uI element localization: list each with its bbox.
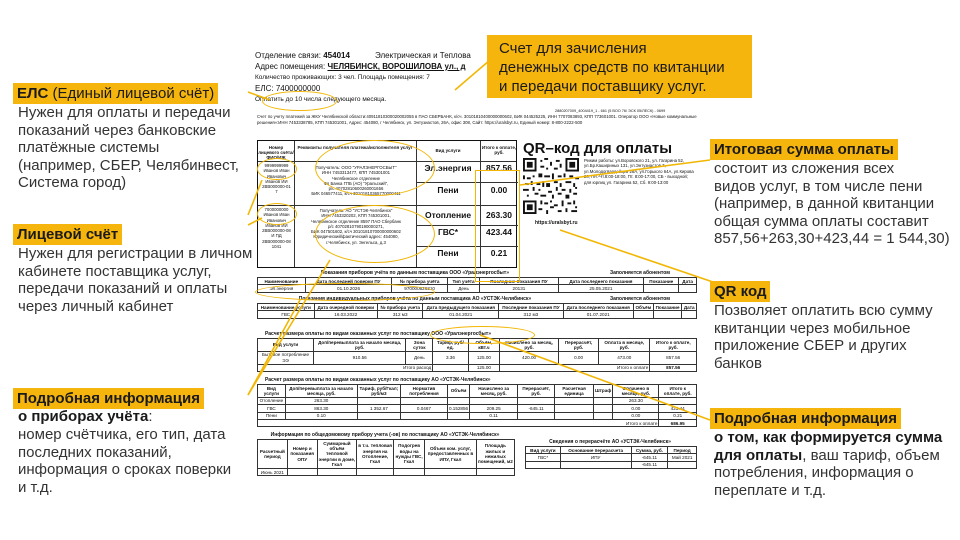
service-electricity: Эл.энергия	[424, 163, 472, 173]
office-hours: Режим работы: ул.Воровского 21, ул. Гагарина 52, ул.Бр.Кашириных 131, ул.Энтузиастов 7, ул.Молодогвардейцев 28А, ул.Горького 64А, ул.Кирова 20, Пн.-Чт.8:00-18:00, Пт. 8:00-17:00, СБ - выходной; для юрлиц ул. Гагарина 52, Сб. 9:00-13:00	[584, 158, 694, 185]
table-row: Июнь 2021	[258, 469, 515, 476]
meters-callout-text: номер счётчика, его тип, дата последних показаний, информация о сроках поверки и т.д.	[18, 426, 232, 496]
els-callout-text: Нужен для оплаты и передачи показаний через банковские платёжные системы (например, СБЕР, Челябинвест, Система город)	[18, 104, 239, 191]
total-callout-text: состоит из сложения всех видов услуг, в том числе пени (например, в данной квитанции общая сумма оплаты составит 857,56+263,30+423,44 = 1 544,30)	[714, 160, 950, 247]
els-highlight	[262, 91, 337, 111]
table-row: Пени 0.10 0.11 0.00 0.21	[258, 412, 697, 419]
calc-callout-text: о том, как формируется сумма для оплаты, ваш тариф, объем потребления, информация о переплате и т.д.	[714, 429, 943, 499]
account-number-2: 7000000000 Иванов Иван Иванович Иванов ИИ 2ВВ000000-08 И ПД 2ВВ000000-08 1041	[262, 207, 291, 250]
calc-callout-title: Подробная информация	[710, 408, 901, 429]
table-row: Отопление 263.30 263.30	[258, 397, 697, 404]
recipient-2: Получатель: АО "УСТЭК-Челябинск" ИНН 7453320202, КПП 745301001, Челябинское отделение 8597 ПАО Сбербанк р/с 40702810790190000271, БИК 047501602, к/сч 30101810700000000602 Юридический/фактический адрес: 454080, г.Челябинск, ул. Энгельса, д.3	[311, 208, 401, 245]
meters-table-1-caption: Показания приборов учёта по данным поставщика ООО «Уралэнергосбыт»	[320, 270, 510, 276]
meters-highlight	[255, 283, 435, 301]
sum-penalty-2: 0.21	[490, 248, 508, 258]
recalc-caption: Сведения о перерасчёте АО «УСТЭК-Челябинск»	[549, 439, 671, 445]
sum-electricity: 857.56	[486, 163, 512, 173]
meters-callout-sub: о приборах учёта:	[18, 408, 153, 425]
meters-callout-title: Подробная информация	[13, 388, 204, 409]
meters-table-2-subscriber: Заполняется абонентом	[610, 296, 670, 302]
table-row: ГВС 16.03.2022 312 м3 01.04.2021 312 м3 01.07.2021	[258, 311, 697, 318]
header-service: Вид услуги	[435, 148, 461, 153]
table-row: Итого расход 125.00 Итого к оплате 857.56	[258, 364, 697, 371]
common-meter-caption: Информация по общедомовому прибору учета (-ов) по поставщику АО «УСТЭК-Челябинск»	[270, 432, 500, 438]
table-row: Итого к оплате 686.95	[258, 420, 697, 427]
total-callout-title: Итоговая сумма оплаты	[710, 139, 898, 160]
residents-line: Количество проживающих: 3 чел. Площадь помещения: 7	[255, 74, 430, 81]
header-total: Итого к оплате, руб.	[481, 145, 517, 155]
post-office-line: Отделение связи: 454014 Электрическая и Теплова	[255, 51, 471, 60]
service-hot-water: ГВС*	[437, 227, 459, 237]
bank-account-line: Счет по учету платежей за ЖКУ Челябинской области:40911810300020002055 в ПАО СБЕРБАНК, к/сч. 30101810400000000602, БИК 044525225, ИНН 7707083893, КПП 773601001. Оператор ООО «Новые коммунальные решения»:ИНН 7453338785, КПП 745301001, Адрес: 454080, г Челябинск, ул. Энтузиастов, 26А, офис 308, Сайт: https://uralsbyt.ru, Единый номер: 8-800-2222-500	[257, 114, 697, 125]
account-1-highlight	[257, 158, 297, 180]
table-row: -645.11	[526, 461, 697, 468]
calc-table-2: Вид услуги Доп/перевыплата за начало месяца, руб. Тариф, руб/Гкал; руб/м3 Норматив потребления Объём Начислено за месяц, руб. Перерасчёт, руб. Расчетная единица Штраф Оплачено в месяце, руб. Итого к оплате, руб. Отопление 263.30 263.30 ГВС 863.30 1 352.67 0.0467 0.152856 209.25 -645.11 0.00 423.44 Пени 0.10 0.11 0.00 0.21 Итого к оплате 686.95	[257, 384, 697, 427]
qr-callout-text: Позволяет оплатить всю сумму квитанции через мобильное приложение СБЕР и других банков	[714, 302, 933, 372]
service-heating: Отопление	[424, 210, 472, 220]
meters-table-2: Наименование услуги Дата очередной поверки № прибора учета Дата предыдущего показания Последние показания ПУ Дата последнего показания Объём Показание Дата ГВС 16.03.2022 312 м3 01.04.2021 312 м3 01.07.2021	[257, 303, 697, 319]
code-line: 2880207009_4004419_1 - 661 (5 ВОО 76/ ЭСК 05/ЛЕСК) - 0699	[555, 109, 666, 113]
service-penalty-1: Пени	[437, 185, 459, 195]
table-row: Бытовое потребление ЭЭ 910.56 День 3.36 125.00 420.00 0.00 473.00 857.56	[258, 351, 697, 364]
common-meter-table: Расчетный период Номер и показания ОПУ Суммарный объём тепловой энергии в доме, Гкал в т.ч. тепловая энергия на Отопление, Гкал Подогрев воды на нужды ГВС, Гкал Объем ком. услуг, предоставленных в ИПУ, Гкал Площадь жилых и нежилых помещений, м2 Июнь 2021	[257, 439, 515, 476]
recalc-table: Вид услуги Основание перерасчета Сумма, руб. Период ГВС* ИПУ -645.11 Май 2021 -645.11	[525, 446, 697, 469]
qr-link[interactable]: https://uralsbyt.ru	[535, 220, 578, 226]
header-account: Номер лицевого счёта/ФИО/ИЖ	[258, 145, 294, 160]
calc-table-1: Вид услуги Доп/перевыплата за начало месяца, руб. Зона суток Тариф, руб/ед. Объём, кВт.ч Начислено за месяц, руб. Перерасчёт, руб. Оплата в месяце, руб. Итого к оплате, руб. Бытовое потребление ЭЭ 910.56 День 3.36 125.00 420.00 0.00 473.00 857.56 Итого расход 125.00 Итого к оплате 857.56	[257, 338, 697, 372]
els-line: ЕЛС: 7400000000	[255, 84, 321, 93]
recipient-1: Получатель: ООО "УРАЛЭНЕРГОСБЫТ" ИНН 7453313477, КПП 745301001 Челябинское отделение Фл Банка ГПБ (АО) "Уральский", р/с 40702810600260001656 БИК 046577411, к/сч 30101810365770000411	[311, 165, 401, 197]
meters-table-1: Наименование Дата последней поверки ПУ № прибора учёта Тип учёта Последние показания ПУ Дата последнего показания Показание Дата Эл.энергия 01.10.2026 970000626310 День 20131 25.05.2021	[257, 277, 697, 293]
meters-table-1-subscriber: Заполняется абонентом	[610, 270, 670, 276]
qr-callout-title: QR код	[710, 281, 770, 302]
calc-table-2-caption: Расчет размера оплаты по видам оказанных услуг по поставщику АО «УСТЭК-Челябинск»	[265, 377, 491, 383]
els-callout-title: ЕЛС (Единый лицевой счёт)	[13, 83, 218, 104]
calc-table-1-caption: Расчет размера оплаты по видам оказанных услуг по поставщику ООО «Уралэнергосбыт»	[265, 331, 492, 337]
sum-hot-water: 423.44	[486, 227, 512, 237]
table-row: ГВС* ИПУ -645.11 Май 2021	[526, 454, 697, 461]
meters-table-2-caption: Показания индивидуальных приборов учёта по данным поставщика АО «УСТЭК-Челябинск»	[298, 296, 532, 302]
total-sum-highlight	[475, 170, 520, 282]
bank-account-callout	[487, 35, 752, 98]
account-number-1: 9999999999 Иванов Иван Иванович Иванов ИИ 2ВВ000000-01 7	[262, 163, 291, 195]
account-callout-title: Лицевой счёт	[13, 224, 122, 245]
sum-penalty-1: 0.00	[490, 185, 508, 195]
table-row: Эл.энергия 01.10.2026 970000626310 День 20131 25.05.2021	[258, 285, 697, 292]
recipient-2-highlight	[315, 205, 435, 263]
qr-title: QR–код для оплаты	[523, 140, 673, 157]
service-penalty-2: Пени	[437, 248, 459, 258]
table-row: ГВС 863.30 1 352.67 0.0467 0.152856 209.25 -645.11 0.00 423.44	[258, 405, 697, 412]
qr-code-icon[interactable]	[523, 158, 579, 214]
sum-heating: 263.30	[486, 210, 512, 220]
address-line: Адрес помещения: ЧЕЛЯБИНСК, ВОРОШИЛОВА ул., д	[255, 62, 466, 71]
account-callout-text: Нужен для регистрации в личном кабинете поставщика услуг, передачи показаний и оплаты через личный кабинет	[18, 245, 253, 315]
pay-until-line: Оплатить до 10 числа следующего месяца.	[255, 96, 387, 103]
bank-account-callout-text: Счет для зачисления денежных средств по квитанции и передачи поставщику услуг.	[499, 40, 725, 95]
header-recipient: Реквизиты получателя платежа/исполнителя услуг	[297, 145, 413, 150]
account-2-highlight	[257, 203, 297, 225]
recipient-1-highlight	[315, 140, 435, 196]
calc-highlight	[430, 326, 535, 344]
